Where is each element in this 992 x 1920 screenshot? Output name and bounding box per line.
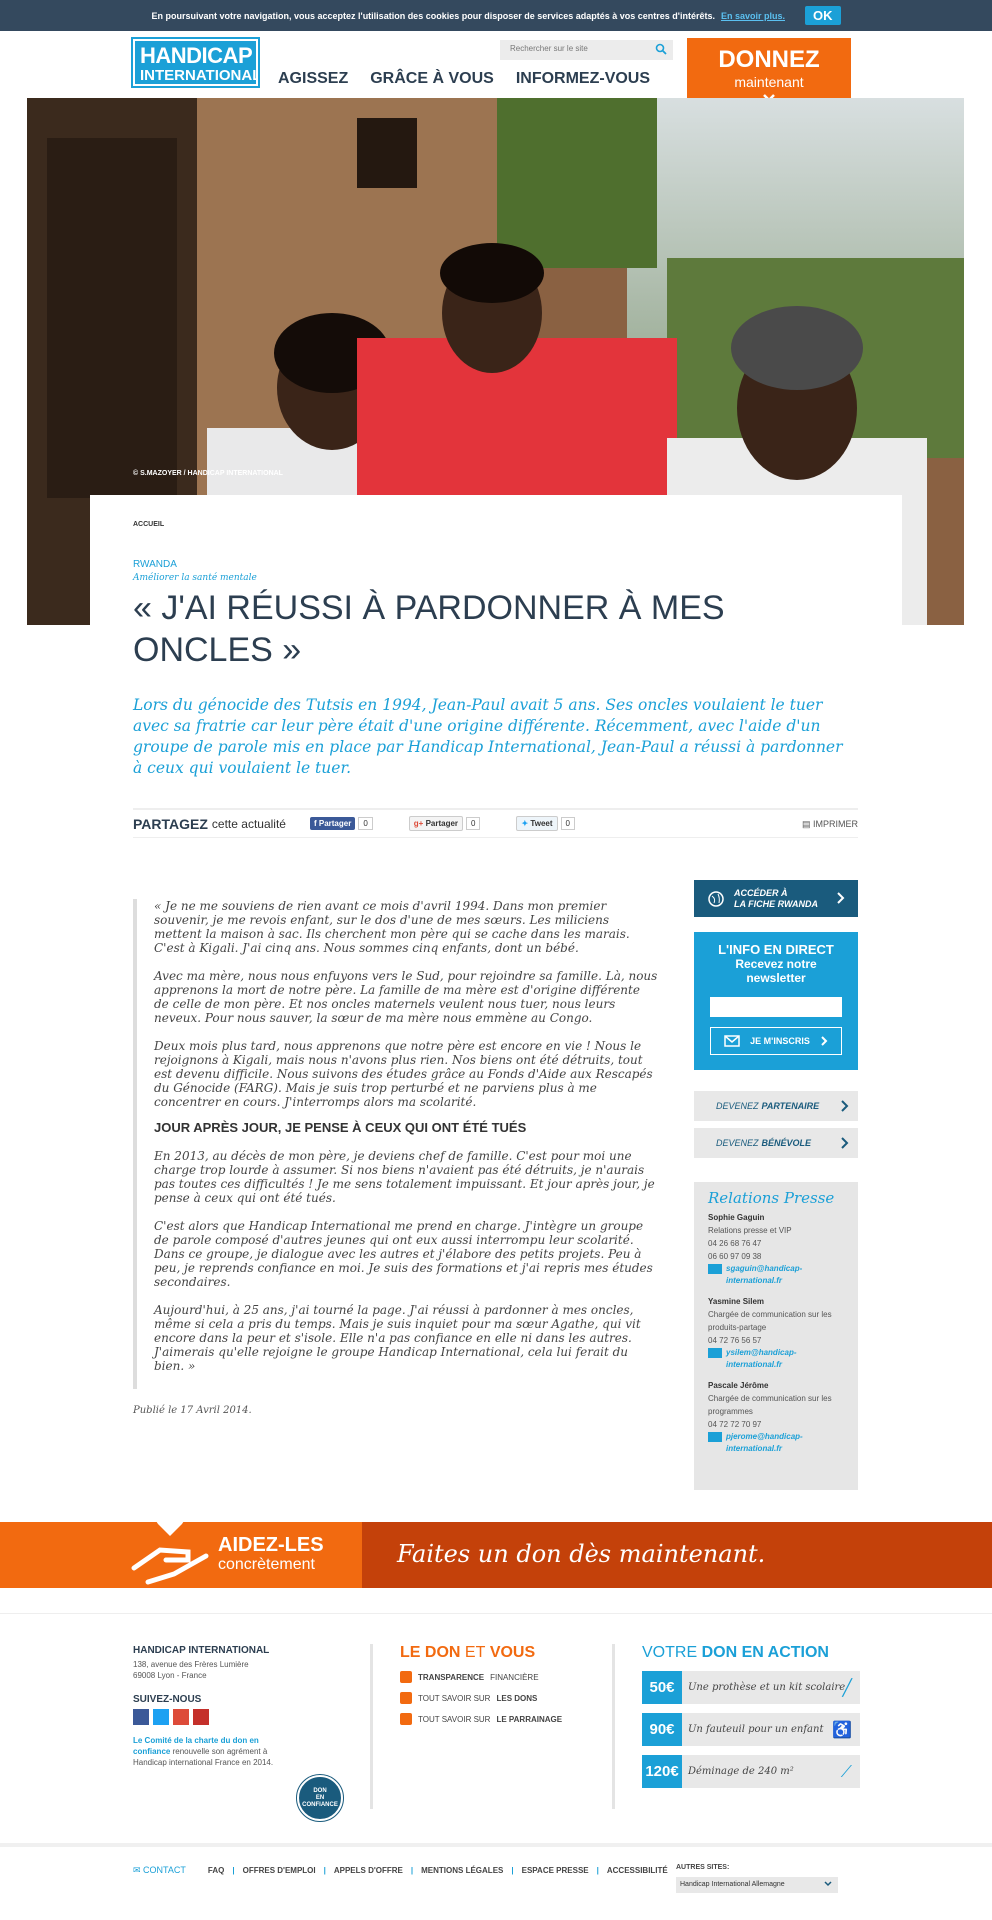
googleplus-share-button[interactable]: [409, 816, 481, 831]
article-body: [133, 899, 658, 1389]
page-title: « J'AI RÉUSSI À PARDONNER À MES ONCLES »: [133, 589, 725, 669]
contact-email-link[interactable]: sgaguin@handicap-international.fr: [708, 1263, 844, 1287]
twitter-share-button[interactable]: [516, 816, 574, 831]
paragraph: Deux mois plus tard, nous apprenons que notre père est encore en vie ! Nous le rejoignons à Kigali, mais nous n'avons plus rien. Nos biens ont été détruits, tout est devenu difficile. Nous suivons des études grâce au Fonds d'Aide aux Rescapés du Génocide (FARG). Mais je suis trop perturbé et ne parviens plus à me concentrer en cours. J'interromps alors ma scolarité.: [154, 1039, 653, 1109]
category-label[interactable]: Améliorer la santé mentale: [133, 573, 257, 583]
youtube-icon[interactable]: [193, 1709, 209, 1725]
footer-org: [133, 1645, 353, 1808]
separator: |: [596, 1866, 599, 1875]
seal-line2: EN: [315, 1795, 325, 1801]
other-sites-select[interactable]: [676, 1877, 838, 1893]
country-label[interactable]: RWANDA: [133, 559, 177, 570]
article-lead: Lors du génocide des Tutsis en 1994, Jean-Paul avait 5 ans. Ses oncles voulaient le tuer avec sa fratrie car leur père était d'une origine différente. Récemment, avec l'aide d'un groupe de parole mis en place par Handicap International, Jean-Paul a réussi à pardonner à ceux qui voulaient le tuer.: [133, 696, 843, 777]
paragraph: Avec ma mère, nous nous enfuyons vers le Sud, pour rejoindre sa famille. Là, nous apprenons la mort de notre père. La famille de ma mère est d'origine différente de celle de mon père. Et nos oncles maternels veulent nous tuer, nous leurs neveux. Pour nous sauver, la sœur de ma mère nous emmène au Congo.: [154, 969, 658, 1025]
facebook-icon[interactable]: [133, 1709, 149, 1725]
cookie-bar: [0, 0, 992, 31]
charter-description: renouvelle son agrément à Handicap international France en 2014.: [133, 1747, 274, 1767]
jobs-link[interactable]: OFFRES D'EMPLOI: [242, 1866, 316, 1875]
seal-line3: CONFIANCE: [302, 1802, 338, 1808]
contact-phone: 04 72 72 70 97: [708, 1420, 762, 1429]
footer: [0, 1613, 992, 1843]
footer-actions-title: [642, 1644, 860, 1662]
twitter-icon[interactable]: [153, 1709, 169, 1725]
footer-actions: [642, 1644, 860, 1788]
cookie-ok-button[interactable]: OK: [805, 6, 841, 25]
charter-seal: [297, 1775, 343, 1821]
contact-role: Relations presse et VIP: [708, 1226, 792, 1235]
country-sheet-button[interactable]: [694, 880, 858, 917]
tenders-link[interactable]: APPELS D'OFFRE: [333, 1866, 403, 1875]
sponsorship-link[interactable]: [400, 1713, 600, 1725]
twitter-icon: ✦: [521, 819, 531, 828]
title-part: ET: [464, 1644, 486, 1661]
logo-line1: HANDICAP: [140, 43, 253, 68]
chevron-down-icon: [824, 1880, 832, 1888]
footer-address1: 138, avenue des Frères Lumière: [133, 1660, 249, 1669]
googleplus-share-label: Partager: [425, 819, 459, 828]
link-bold: TRANSPARENCE: [418, 1672, 485, 1682]
partner-line1: DEVENEZ: [716, 1101, 759, 1111]
nav-grace-a-vous[interactable]: GRÂCE À VOUS: [370, 70, 494, 87]
facebook-share-button[interactable]: [310, 817, 373, 830]
action-amount: 120€: [642, 1755, 682, 1788]
action-text: Une prothèse et un kit scolaire: [688, 1682, 846, 1693]
title-part: DON EN ACTION: [701, 1644, 829, 1661]
footer-org-name: HANDICAP INTERNATIONAL: [133, 1645, 270, 1656]
separator: |: [323, 1866, 326, 1875]
chevron-right-icon: [840, 1136, 850, 1150]
contact-label: CONTACT: [143, 1865, 186, 1875]
link-text: FINANCIÈRE: [490, 1672, 539, 1682]
facebook-share-count: 0: [358, 817, 372, 830]
title-part: VOTRE: [642, 1644, 698, 1661]
heart-icon: [400, 1713, 412, 1725]
press-contact: [708, 1211, 844, 1287]
document-icon: [400, 1671, 412, 1683]
action-item[interactable]: [642, 1713, 860, 1746]
contact-phone: 04 72 76 56 57: [708, 1336, 762, 1345]
search-icon[interactable]: [655, 43, 667, 55]
facebook-share-label: Partager: [318, 819, 352, 828]
main-nav: [278, 70, 650, 88]
action-amount: 50€: [642, 1671, 682, 1704]
share-label-bold: PARTAGEZ: [133, 815, 208, 832]
link-bold: LE PARRAINAGE: [496, 1714, 563, 1724]
footer-gifts: [400, 1644, 600, 1725]
donate-line2: maintenant: [734, 74, 804, 90]
logo[interactable]: [133, 39, 262, 86]
volunteer-line1: DEVENEZ: [716, 1138, 759, 1148]
print-button[interactable]: [802, 819, 858, 830]
divider: [370, 1644, 373, 1809]
contact-role: Chargée de communication sur les programmes: [708, 1394, 832, 1416]
contact-name: Yasmine Silem: [708, 1297, 765, 1306]
social-links: [133, 1709, 353, 1725]
globe-icon: [708, 891, 724, 907]
faq-link[interactable]: FAQ: [207, 1866, 225, 1875]
press-link[interactable]: ESPACE PRESSE: [521, 1866, 589, 1875]
become-volunteer-button[interactable]: [694, 1128, 858, 1158]
chevron-right-icon: [840, 1099, 850, 1113]
newsletter-subtitle2: newsletter: [746, 971, 806, 985]
heart-hand-icon: [130, 1508, 210, 1588]
partner-line2: PARTENAIRE: [761, 1101, 820, 1111]
hand-icon: [400, 1692, 412, 1704]
country-sheet-line2: LA FICHE RWANDA: [734, 898, 818, 909]
donations-link[interactable]: [400, 1692, 600, 1704]
seal-line1: DON: [313, 1788, 327, 1794]
twitter-share-count: 0: [561, 817, 575, 830]
link-text: TOUT SAVOIR SUR: [418, 1714, 491, 1724]
newsletter-email-input[interactable]: [710, 997, 842, 1017]
bottom-bar: [0, 1843, 992, 1920]
action-text: Déminage de 240 m²: [688, 1766, 794, 1777]
facebook-icon: f: [313, 819, 319, 828]
charter-text: [133, 1735, 283, 1768]
title-part: VOUS: [489, 1644, 536, 1661]
share-bar: [133, 808, 858, 838]
envelope-icon: [724, 1034, 740, 1048]
photo-credit: © S.MAZOYER / HANDICAP INTERNATIONAL: [133, 470, 283, 477]
search-placeholder: Rechercher sur le site: [510, 44, 588, 53]
subscribe-label: JE M'INSCRIS: [750, 1036, 810, 1046]
action-item[interactable]: [642, 1671, 860, 1704]
footer-address2: 69008 Lyon - France: [133, 1671, 207, 1680]
donate-line1: DONNEZ: [718, 46, 820, 73]
link-text: TOUT SAVOIR SUR: [418, 1693, 491, 1703]
nav-informez-vous[interactable]: INFORMEZ-VOUS: [515, 70, 651, 87]
action-amount: 90€: [642, 1713, 682, 1746]
follow-us-title: SUIVEZ-NOUS: [133, 1694, 202, 1705]
press-relations: [694, 1182, 858, 1490]
breadcrumb[interactable]: ACCUEIL: [133, 521, 165, 528]
paragraph: « Je ne me souviens de rien avant ce mois d'avril 1994. Dans mon premier souvenir, je me revois enfant, sur le dos d'une de mes sœurs. Les miliciens mettent la maison à sac. Ils cherchent mon père qui se cache dans les marais. C'est à Kigali. J'ai cinq ans. Nous sommes cinq enfants, dont un bébé.: [154, 899, 630, 955]
printer-icon: ▤: [801, 819, 813, 829]
action-text: Un fauteuil pour un enfant: [688, 1724, 824, 1735]
contact-phone: 04 26 68 76 47: [708, 1239, 762, 1248]
chevron-right-icon: [836, 891, 846, 905]
press-title: Relations Presse: [708, 1189, 835, 1207]
divider: [612, 1644, 615, 1809]
title-part: LE DON: [400, 1644, 461, 1661]
paragraph: C'est alors que Handicap International me prend en charge. J'intègre un groupe de parole composé d'autres jeunes qui ont eux aussi interrompu leur scolarité. Dans ce groupe, je dialogue avec les autres et j'élabore des petits projets. Peu à peu, je reprends confiance en moi. Je suis des formations et j'ai repris mes études secondaires.: [154, 1219, 653, 1289]
chevron-right-icon: [820, 1035, 828, 1047]
mine-detector-icon: ⟋: [840, 1761, 852, 1781]
become-partner-button[interactable]: [694, 1091, 858, 1121]
googleplus-icon: g+: [413, 819, 426, 828]
banner-title: AIDEZ-LES: [218, 1534, 324, 1556]
country-sheet-line1: ACCÉDER À: [734, 887, 788, 898]
print-label: IMPRIMER: [813, 819, 858, 829]
newsletter-box: [694, 932, 858, 1070]
accessibility-link[interactable]: ACCESSIBILITÉ: [606, 1866, 668, 1875]
newsletter-title: L'INFO EN DIRECT: [718, 942, 834, 957]
prosthesis-icon: ╱: [842, 1678, 852, 1697]
newsletter-subtitle1: Recevez notre: [735, 957, 817, 971]
banner-message: Faites un don dès maintenant.: [397, 1540, 766, 1568]
press-contact: [708, 1379, 844, 1455]
charter-link[interactable]: Le Comité de la charte du don en confiance: [133, 1736, 259, 1756]
other-sites-label: AUTRES SITES:: [676, 1864, 730, 1871]
separator: |: [511, 1866, 514, 1875]
transparency-link[interactable]: [400, 1671, 600, 1683]
wheelchair-icon: ♿: [832, 1720, 852, 1739]
twitter-share-label: Tweet: [530, 819, 553, 828]
other-sites-value: Handicap International Allemagne: [680, 1881, 785, 1888]
googleplus-share-count: 0: [466, 817, 480, 830]
contact-email-link[interactable]: pjerome@handicap-international.fr: [708, 1431, 844, 1455]
subscribe-button[interactable]: [710, 1027, 842, 1055]
contact-email-link[interactable]: ysilem@handicap-international.fr: [708, 1347, 844, 1371]
contact-name: Pascale Jérôme: [708, 1381, 769, 1390]
search-input[interactable]: [500, 40, 673, 60]
separator: |: [410, 1866, 414, 1875]
legal-link[interactable]: MENTIONS LÉGALES: [421, 1866, 504, 1875]
separator: |: [232, 1866, 235, 1875]
contact-link[interactable]: [133, 1865, 186, 1876]
googleplus-icon[interactable]: [173, 1709, 189, 1725]
volunteer-line2: BÉNÉVOLE: [761, 1138, 812, 1148]
contact-role: Chargée de communication sur les produits-partage: [708, 1310, 832, 1332]
nav-agissez[interactable]: AGISSEZ: [278, 70, 349, 87]
cookie-more-link[interactable]: En savoir plus.: [720, 10, 785, 21]
action-item[interactable]: [642, 1755, 860, 1788]
bottom-links: [133, 1865, 668, 1876]
share-label: cette actualité: [211, 816, 286, 831]
banner-subtitle: concrètement: [218, 1556, 315, 1573]
contact-phone: 06 60 97 09 38: [708, 1252, 762, 1261]
paragraph: En 2013, au décès de mon père, je deviens chef de famille. C'est pour moi une charge trop lourde à assumer. Si nos biens n'avaient pas été détruits, je n'aurais pas toutes ces difficultés ! Je me sens totalement impuissant. Et jour après jour, je pense à ceux qui ont été tués.: [154, 1149, 655, 1205]
envelope-icon: ✉: [133, 1865, 144, 1875]
cookie-text: En poursuivant votre navigation, vous acceptez l'utilisation des cookies pour disposer de services adaptés à vos centres d'intérêts.: [151, 10, 715, 21]
press-contact: [708, 1295, 844, 1371]
contact-name: Sophie Gaguin: [708, 1213, 765, 1222]
publish-date: Publié le 17 Avril 2014.: [133, 1405, 252, 1416]
donation-banner[interactable]: [0, 1522, 992, 1588]
link-bold: LES DONS: [496, 1693, 538, 1703]
section-heading: JOUR APRÈS JOUR, JE PENSE À CEUX QUI ONT ÉTÉ TUÉS: [154, 1120, 527, 1135]
paragraph: Aujourd'hui, à 25 ans, j'ai tourné la page. J'ai réussi à pardonner à mes oncles, même si cela a pris du temps. Mais je suis inquiet pour ma sœur Agathe, qui vit encore dans la peur et s'isole. Elle n'a pas confiance en elle ni dans les autres. J'aimerais qu'elle rejoigne le groupe Handicap International, cela lui ferait du bien. »: [154, 1303, 641, 1373]
footer-gifts-title: [400, 1644, 600, 1662]
logo-line2: INTERNATIONAL: [140, 67, 262, 84]
